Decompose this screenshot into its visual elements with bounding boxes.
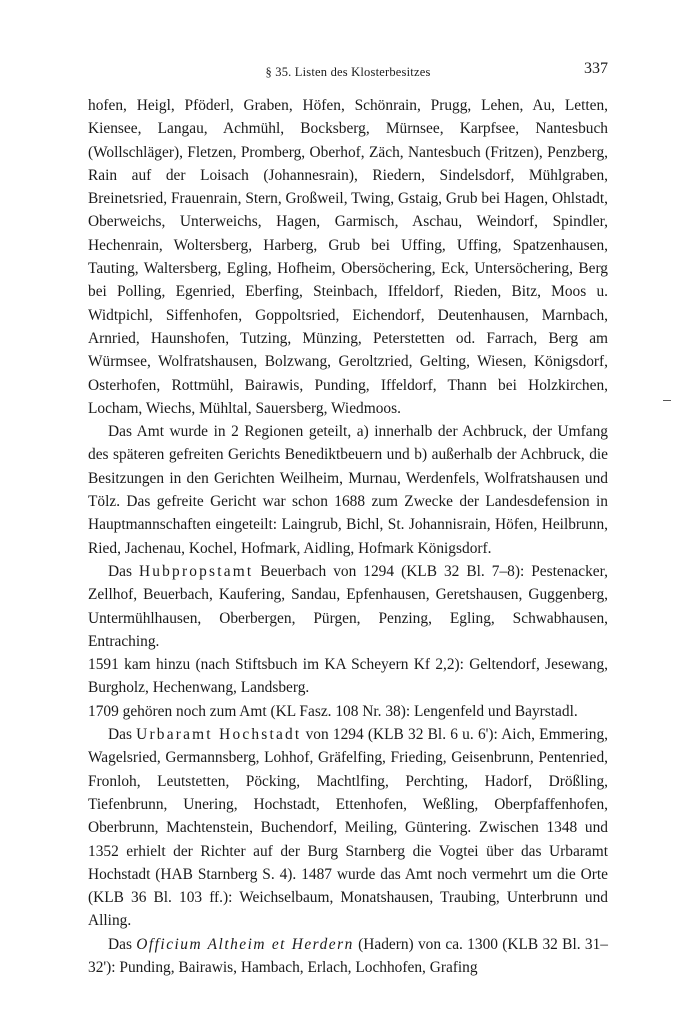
paragraph-text: Beuerbach von 1294 (KLB 32 Bl. 7–8): Pestenacker, Zellhof, Beuerbach, Kaufering, Sandau, Epfenhausen, Geretshausen, Guggenberg, Untermühlhausen, Oberbergen, Pürgen, Penzing, Egling, Schwabhausen, Entraching. [88, 562, 608, 650]
paragraph-lead: Das [108, 935, 132, 953]
margin-mark [663, 400, 671, 401]
paragraph-text: von 1294 (KLB 32 Bl. 6 u. 6'): Aich, Emmering, Wagelsried, Germannsberg, Lohhof, Gräfelfing, Frieding, Geisenbrunn, Pentenried, Fronloh, Leutstetten, Pöcking, Machtlfing, Perchting, Hadorf, Drößling, Tiefenbrunn, Unering, Hochstadt, Ettenhofen, Weßling, Oberpfaffenhofen, Oberbrunn, Machtenstein, Buchendorf, Meiling, Güntering. Zwischen 1348 und 1352 erhielt der Richter auf der Burg Starnberg die Vogtei über das Urbaramt Hochstadt (HAB Starnberg S. 4). 1487 wurde das Amt noch vermehrt um die Orte (KLB 36 Bl. 103 ff.): Weichselbaum, Monatshausen, Traubing, Unterbrunn und Alling. [88, 726, 608, 930]
paragraph-lead: Das [108, 726, 132, 744]
paragraph-place-list: hofen, Heigl, Pföderl, Graben, Höfen, Schönrain, Prugg, Lehen, Au, Letten, Kiensee, Langau, Achmühl, Bocksberg, Mürnsee, Karpfsee, Nantesbuch (Wollschläger), Fletzen, Promberg, Oberhof, Zäch, Nantesbuch (Fritzen), Penzberg, Rain auf der Loisach (Johannesrain), Riedern, Sindelsdorf, Mühlgraben, Breinetsried, Frauenrain, Stern, Großweil, Twing, Gstaig, Grub bei Hagen, Ohlstadt, Oberweichs, Unterweichs, Hagen, Garmisch, Aschau, Weindorf, Spindler, Hechenrain, Woltersberg, Harberg, Grub bei Uffing, Uffing, Spatzenhausen, Tauting, Waltersberg, Egling, Hofheim, Obersöchering, Eck, Untersöchering, Berg bei Polling, Egenried, Eberfing, Steinbach, Iffeldorf, Rieden, Bitz, Moos u. Widtpichl, Siffenhofen, Goppoltsried, Eichendorf, Deutenhausen, Marnbach, Arnried, Haunshofen, Tutzing, Münzing, Peterstetten od. Farrach, Berg am Würmsee, Wolfratshausen, Bolzwang, Geroltzried, Gelting, Wiesen, Königsdorf, Osterhofen, Rottmühl, Bairawis, Punding, Iffeldorf, Thann bei Holzkirchen, Locham, Wiechs, Mühltal, Sauersberg, Wiedmoos. [88, 97, 608, 417]
body-text [88, 94, 608, 979]
paragraph-regions: Das Amt wurde in 2 Regionen geteilt, a) innerhalb der Achbruck, der Umfang des späteren gefreiten Gerichts Benediktbeuern und b) außerhalb der Achbruck, die Besitzungen in den Gerichten Weilheim, Murnau, Werdenfels, Wolfratshausen und Tölz. Das gefreite Gericht war schon 1688 zum Zwecke der Landesdefension in Hauptmannschaften eingeteilt: Laingrub, Bichl, St. Johannisrain, Höfen, Heilbrunn, Ried, Jachenau, Kochel, Hofmark, Aidling, Hofmark Königsdorf. [88, 423, 608, 557]
spaced-term: Hubpropstamt [138, 562, 254, 580]
paragraph-urbaramt [88, 723, 608, 933]
page-header [88, 58, 608, 88]
spaced-term: Urbaramt Hochstadt [136, 726, 302, 744]
paragraph-lead: Das [108, 562, 132, 580]
paragraph-officium [88, 933, 608, 980]
paragraph-1591: 1591 kam hinzu (nach Stiftsbuch im KA Scheyern Kf 2,2): Geltendorf, Jesewang, Burgholz, Hechenwang, Landsberg. [88, 656, 608, 697]
paragraph-1709: 1709 gehören noch zum Amt (KL Fasz. 108 Nr. 38): Lengenfeld und Bayrstadl. [88, 702, 578, 720]
running-title: § 35. Listen des Klosterbesitzes [265, 65, 431, 79]
page-number: 337 [584, 60, 608, 77]
italic-term: Officium Altheim et Herdern [136, 935, 354, 953]
paragraph-hubpropstamt [88, 560, 608, 653]
paragraph-text: (Hadern) von ca. 1300 (KLB 32 Bl. 31–32'): Punding, Bairawis, Hambach, Erlach, Lochhofen, Grafing [88, 935, 608, 976]
